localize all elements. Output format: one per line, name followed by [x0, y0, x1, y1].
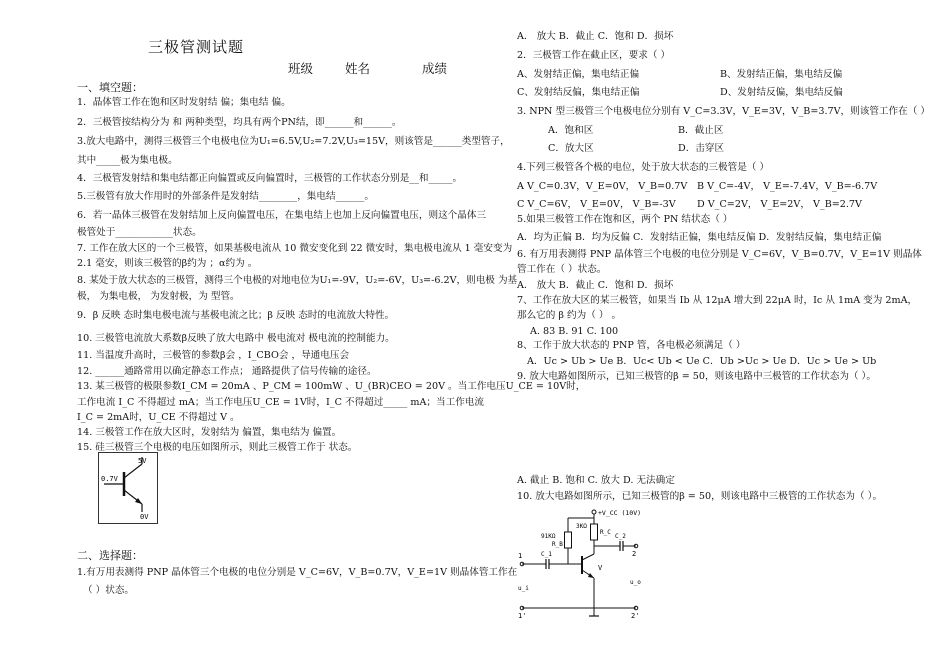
q3-option-d: D．击穿区	[678, 143, 725, 154]
fill-q3-cont: 其中_____极为集电极。	[77, 155, 178, 166]
q10: 10. 放大电路如图所示，已知三极管的β = 50，则该电路中三极管的工作状态为（ ）。	[517, 491, 883, 502]
transistor-emitter-arrow	[588, 573, 594, 578]
output-node-2p: 2'	[631, 612, 640, 620]
fill-q8-cont: 极， 为集电极， 为发射极，为 型管。	[77, 291, 240, 302]
input-node-1: 1	[518, 552, 523, 560]
header-class: 班级	[288, 61, 314, 76]
q7-cont: 那么它的 β 约为（ ） 。	[517, 310, 622, 321]
page-title: 三极管测试题	[148, 38, 245, 56]
q4-option-c: C V_C=6V， V_E=0V， V_B=-3V	[517, 199, 676, 210]
section-choice-heading: 二、选择题：	[77, 549, 143, 562]
q9-options: A. 截止 B. 饱和 C. 放大 D. 无法确定	[517, 475, 675, 486]
fill-q7-cont: 2.1 毫安，则该三极管的β约为 ；α约为 。	[77, 258, 258, 269]
fill-q13-cont2: I_C = 2mA时，U_CE 不得超过 V 。	[77, 412, 240, 423]
q4-option-b: B V_C=-4V， V_E=-7.4V，V_B=-6.7V	[697, 181, 878, 192]
collector-voltage: 5V	[138, 457, 147, 465]
collector-lead	[124, 464, 142, 478]
fill-q6-cont: 极管处于____________状态。	[77, 227, 202, 238]
q6: 6. 有万用表测得 PNP 晶体管三个电极的电位分别是 V_C=6V，V_B=0.7V，V_E=1V 则晶体	[517, 249, 922, 260]
q2-option-a: A、发射结正偏，集电结正偏	[517, 69, 640, 80]
fill-q2: 2．三极管按结构分为 和 两种类型，均具有两个PN结，即______和______。	[77, 117, 402, 128]
q7-options: A. 83 B. 91 C. 100	[530, 326, 619, 337]
q3-option-c: C．放大区	[548, 143, 594, 154]
transistor-voltage-figure	[98, 452, 158, 524]
choice-q1-cont: （ ）状态。	[83, 585, 135, 596]
fill-q3: 3.放大电路中，测得三极管三个电极电位为U₁=6.5V,U₂=7.2V,U₃=15V，则该管是______类型管子，	[77, 136, 510, 147]
fill-q14: 14. 三极管工作在放大区时，发射结为 偏置，集电结为 偏置。	[77, 427, 342, 438]
q2: 2．三极管工作在截止区，要求（ ）	[517, 50, 671, 61]
fill-q9: 9．β 反映 态时集电极电流与基极电流之比；β 反映 态时的电流放大特性。	[77, 310, 395, 321]
q4-option-a: A V_C=0.3V，V_E=0V， V_B=0.7V	[517, 181, 688, 192]
q4: 4.下列三极管各个极的电位，处于放大状态的三极管是（ ）	[517, 162, 770, 173]
q5-options: A．均为正偏 B．均为反偏 C．发射结正偏，集电结反偏 D．发射结反偏，集电结正偏	[517, 232, 882, 243]
fill-q4: 4．三极管发射结和集电结都正向偏置或反向偏置时，三极管的工作状态分别是__和_____。	[77, 173, 463, 184]
fill-q13: 13. 某三极管的极限参数I_CM = 20mA 、P_CM = 100mW 、U_(BR)CEO = 20V 。当工作电压U_CE = 10V时，	[77, 381, 586, 392]
q3-option-b: B．截止区	[678, 125, 724, 136]
input-node-1p: 1'	[518, 612, 527, 620]
section-fill-heading: 一、填空题：	[77, 81, 143, 94]
q2-option-c: C、发射结反偏，集电结正偏	[517, 87, 640, 98]
rb-value: 91KΩ	[541, 533, 556, 540]
q6-options: A． 放大 B．截止 C．饱和 D．损坏	[517, 280, 674, 291]
q9: 9. 放大电路如图所示，已知三极管的β = 50，则该电路中三极管的工作状态为（ ）。	[517, 371, 876, 382]
vcc-label: +V_CC (10V)	[598, 509, 642, 517]
fill-q7: 7. 工作在放大区的一个三极管，如果基极电流从 10 微安变化到 22 微安时，集电极电流从 1 毫安变为	[77, 243, 513, 254]
q2-option-b: B、发射结正偏，集电结反偏	[720, 69, 843, 80]
fill-q1: 1．晶体管工作在饱和区时发射结 偏；集电结 偏。	[77, 97, 291, 108]
fill-q10: 10. 三极管电流放大系数β反映了放大电路中 极电流对 极电流的控制能力。	[77, 333, 395, 344]
rb-label: R_B	[552, 541, 563, 548]
q7: 7、工作在放大区的某三极管，如果当 Ib 从 12μA 增大到 22μA 时，Ic 从 1mA 变为 2mA，	[517, 295, 918, 306]
fill-q6: 6．若一晶体三极管在发射结加上反向偏置电压，在集电结上也加上反向偏置电压，则这个晶体三	[77, 210, 487, 221]
fill-q15: 15. 硅三极管三个电极的电压如图所示，则此三极管工作于 状态。	[77, 442, 358, 453]
vcc-node	[592, 510, 596, 514]
q1-options: A． 放大 B．截止 C．饱和 D．损坏	[517, 31, 674, 42]
q8: 8、工作于放大状态的 PNP 管，各电极必须满足（ ）	[517, 340, 746, 351]
rc-value: 3KΩ	[576, 523, 587, 530]
q6-cont: 管工作在（ ）状态。	[517, 264, 607, 275]
transistor-collector	[582, 554, 594, 560]
emitter-voltage: 0V	[140, 513, 149, 521]
fill-q8: 8. 某处于放大状态的三极管，测得三个电极的对地电位为U₁=-9V，U₂=-6V，U₃=-6.2V，则电极 为基	[77, 275, 518, 286]
header-score: 成绩	[422, 61, 448, 76]
q2-option-d: D、发射结反偏，集电结反偏	[720, 87, 843, 98]
header-name: 姓名	[345, 61, 371, 76]
c1-label: C_1	[541, 551, 552, 558]
c2-label: C_2	[615, 533, 626, 540]
fill-q12: 12. ______通路常用以确定静态工作点； 通路提供了信号传输的途径。	[77, 366, 377, 377]
figure-border	[99, 453, 158, 524]
fill-q5: 5.三极管有放大作用时的外部条件是发射结________，集电结______。	[77, 191, 374, 202]
choice-q1: 1.有万用表测得 PNP 晶体管三个电极的电位分别是 V_C=6V，V_B=0.7V，V_E=1V 则晶体管工作在	[77, 567, 518, 578]
fill-q13-cont1: 工作电流 I_C 不得超过 mA；当工作电压U_CE = 1V时，I_C 不得超过_____ mA；当工作电流	[77, 397, 484, 408]
fill-q11: 11. 当温度升高时，三极管的参数β会 ，I_CBO会 ，导通电压会	[77, 350, 350, 361]
q3: 3. NPN 型三极管三个电极电位分别有 V_C=3.3V，V_E=3V，V_B=3.7V，则该管工作在（ ）	[517, 106, 930, 117]
q8-options: A．Uc > Ub > Ue B．Uc< Ub < Ue C．Ub >Uc > Ue D．Uc > Ue > Ub	[527, 356, 877, 367]
amplifier-circuit-diagram	[512, 504, 672, 622]
rc-resistor	[591, 524, 598, 540]
base-voltage: 0.7V	[101, 475, 118, 483]
q5: 5.如果三极管工作在饱和区，两个 PN 结状态（ ）	[517, 214, 733, 225]
output-node-2: 2	[632, 550, 637, 558]
input-signal-label: u_i	[518, 585, 529, 592]
rb-resistor	[565, 532, 572, 548]
q3-option-a: A．饱和区	[548, 125, 594, 136]
q4-option-d: D V_C=2V， V_E=2V， V_B=2.7V	[697, 199, 862, 210]
output-signal-label: u_o	[630, 579, 641, 586]
transistor-label: V	[598, 564, 603, 572]
rc-label: R_C	[600, 529, 611, 536]
